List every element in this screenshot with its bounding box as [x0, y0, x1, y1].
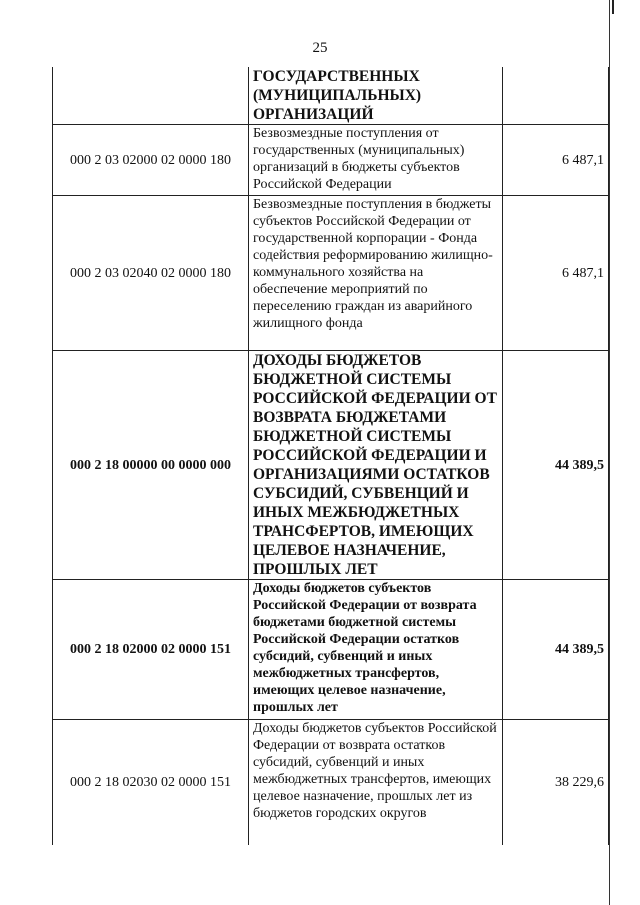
table-row	[53, 196, 609, 351]
table-row	[53, 351, 609, 580]
row-code: 000 2 03 02040 02 0000 180	[53, 196, 249, 351]
row-amount: 44 389,5	[503, 351, 609, 580]
row-name: Доходы бюджетов субъектов Российской Федерации от возврата бюджетами бюджетной системы Российской Федерации остатков субсидий, субвенций и иных межбюджетных трансфертов, имеющих целевое назначение, прошлых лет	[249, 580, 503, 720]
table-row	[53, 67, 609, 125]
table-row	[53, 720, 609, 845]
row-amount: 6 487,1	[503, 125, 609, 196]
page-number: 25	[312, 40, 328, 56]
row-code	[53, 67, 249, 125]
row-name: ДОХОДЫ БЮДЖЕТОВ БЮДЖЕТНОЙ СИСТЕМЫ РОССИЙСКОЙ ФЕДЕРАЦИИ ОТ ВОЗВРАТА БЮДЖЕТАМИ БЮДЖЕТНОЙ СИСТЕМЫ РОССИЙСКОЙ ФЕДЕРАЦИИ И ОРГАНИЗАЦИЯМИ ОСТАТКОВ СУБСИДИЙ, СУБВЕНЦИЙ И ИНЫХ МЕЖБЮДЖЕТНЫХ ТРАНСФЕРТОВ, ИМЕЮЩИХ ЦЕЛЕВОЕ НАЗНАЧЕНИЕ, ПРОШЛЫХ ЛЕТ	[249, 351, 503, 580]
row-code: 000 2 18 02000 02 0000 151	[53, 580, 249, 720]
row-name: Безвозмездные поступления в бюджеты субъектов Российской Федерации от государственной корпорации - Фонда содействия реформированию жилищно-коммунального хозяйства на обеспечение мероприятий по переселению граждан из аварийного жилищного фонда	[249, 196, 503, 351]
budget-table	[52, 67, 609, 845]
row-amount	[503, 67, 609, 125]
table-row	[53, 125, 609, 196]
row-amount: 38 229,6	[503, 720, 609, 845]
row-amount: 44 389,5	[503, 580, 609, 720]
scan-edge-line	[609, 0, 610, 905]
scan-edge-mark	[612, 0, 614, 14]
row-name: ГОСУДАРСТВЕННЫХ (МУНИЦИПАЛЬНЫХ) ОРГАНИЗАЦИЙ	[249, 67, 503, 125]
row-code: 000 2 03 02000 02 0000 180	[53, 125, 249, 196]
row-name: Доходы бюджетов субъектов Российской Федерации от возврата остатков субсидий, субвенций и иных межбюджетных трансфертов, имеющих целевое назначение, прошлых лет из бюджетов городских округов	[249, 720, 503, 845]
row-code: 000 2 18 02030 02 0000 151	[53, 720, 249, 845]
table-row	[53, 580, 609, 720]
row-amount: 6 487,1	[503, 196, 609, 351]
row-name: Безвозмездные поступления от государственных (муниципальных) организаций в бюджеты субъектов Российской Федерации	[249, 125, 503, 196]
row-code: 000 2 18 00000 00 0000 000	[53, 351, 249, 580]
